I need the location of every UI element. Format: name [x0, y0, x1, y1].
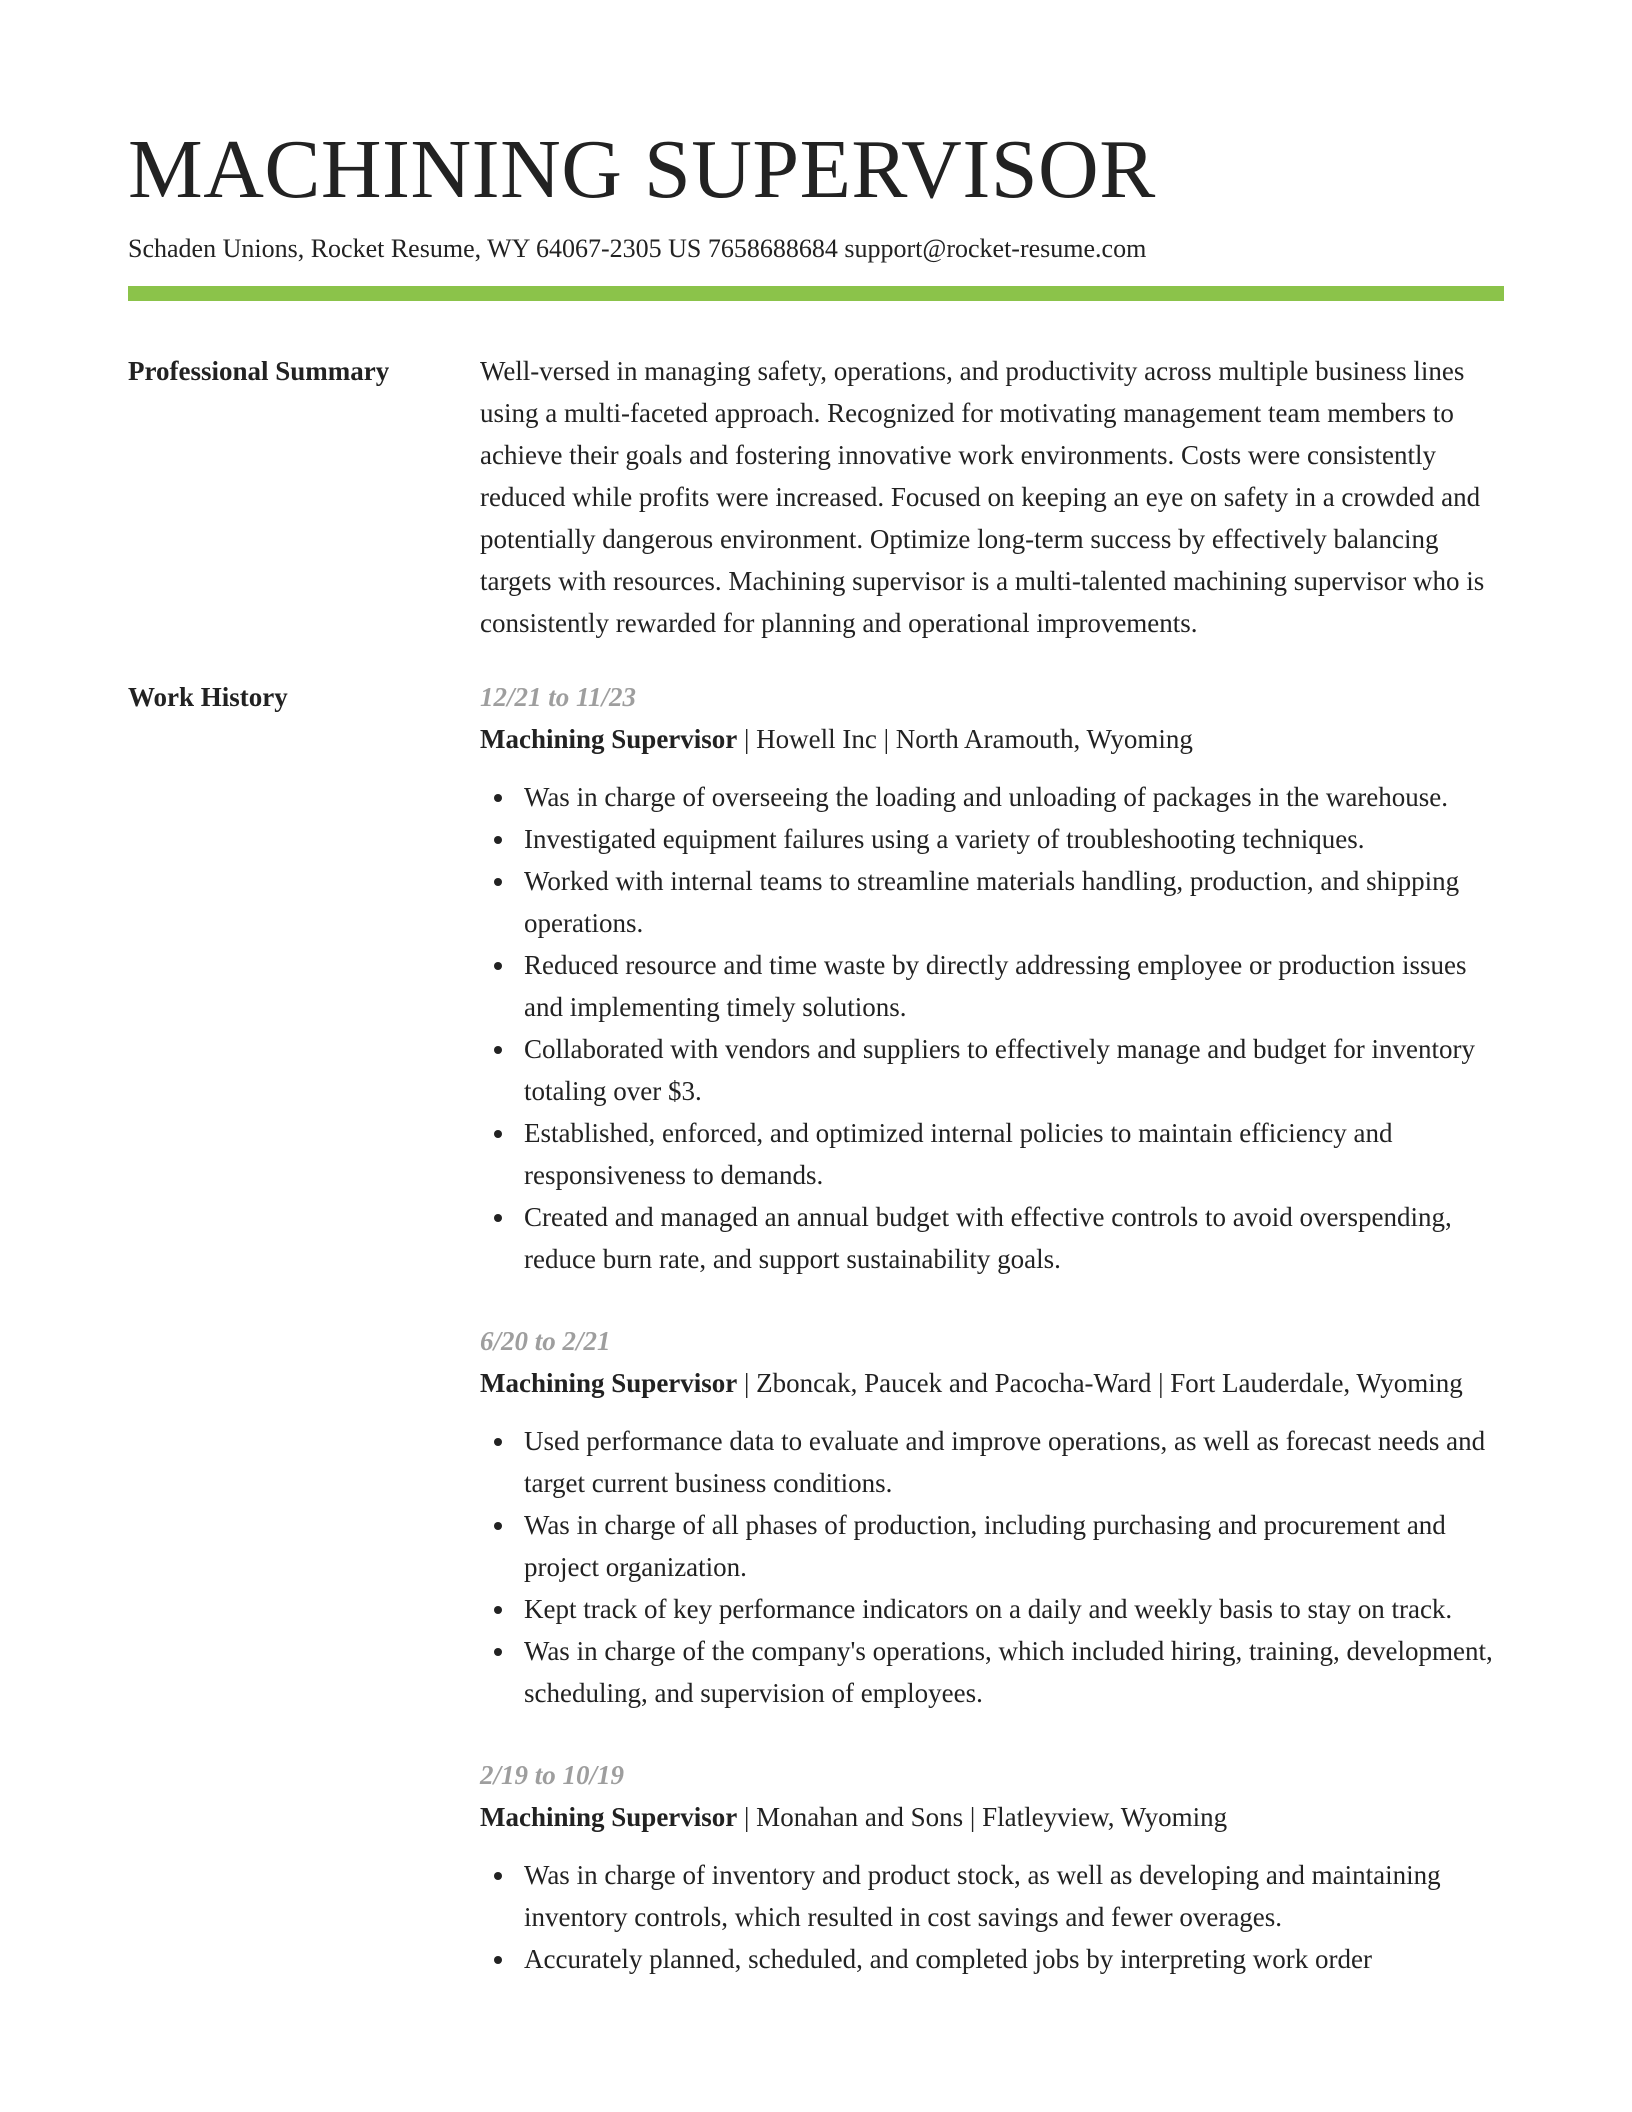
job-dates: 2/19 to 10/19 — [480, 1760, 625, 1790]
job-title: Machining Supervisor — [480, 1368, 738, 1398]
header-divider — [128, 286, 1504, 301]
job-bullet: Created and managed an annual budget with effective controls to avoid overspending, reduce burn rate, and support sustainability goals. — [480, 1196, 1504, 1280]
job-bullet: Accurately planned, scheduled, and completed jobs by interpreting work order — [480, 1938, 1504, 1980]
candidate-name: MACHINING SUPERVISOR — [128, 123, 1156, 216]
job-bullet: Kept track of key performance indicators on a daily and weekly basis to stay on track. — [480, 1588, 1504, 1630]
job-entry — [480, 1754, 1504, 1980]
work-history-section — [128, 676, 1504, 2020]
job-bullets — [480, 1420, 1504, 1714]
job-bullet: Was in charge of inventory and product stock, as well as developing and maintaining inventory controls, which resulted in cost savings and fewer overages. — [480, 1854, 1504, 1938]
job-bullet: Established, enforced, and optimized internal policies to maintain efficiency and responsiveness to demands. — [480, 1112, 1504, 1196]
job-bullet: Investigated equipment failures using a variety of troubleshooting techniques. — [480, 818, 1504, 860]
job-bullet: Was in charge of overseeing the loading and unloading of packages in the warehouse. — [480, 776, 1504, 818]
summary-text: Well-versed in managing safety, operations, and productivity across multiple business lines using a multi-faceted approach. Recognized for motivating management team members to achieve their goals and fostering innovative work environments. Costs were consistently reduced while profits were increased. Focused on keeping an eye on safety in a crowded and potentially dangerous environment. Optimize long-term success by effectively balancing targets with resources. Machining supervisor is a multi-talented machining supervisor who is consistently rewarded for planning and operational improvements. — [480, 356, 1485, 638]
job-bullet: Collaborated with vendors and suppliers to effectively manage and budget for inventory totaling over $3. — [480, 1028, 1504, 1112]
job-bullet: Worked with internal teams to streamline materials handling, production, and shipping operations. — [480, 860, 1504, 944]
job-bullets — [480, 1854, 1504, 1980]
job-company-location: | Howell Inc | North Aramouth, Wyoming — [737, 724, 1193, 754]
job-title: Machining Supervisor — [480, 724, 738, 754]
job-heading — [480, 1796, 1504, 1838]
professional-summary-section — [128, 350, 1504, 644]
job-bullets — [480, 776, 1504, 1280]
job-heading — [480, 1362, 1504, 1404]
job-bullet: Reduced resource and time waste by directly addressing employee or production issues and implementing timely solutions. — [480, 944, 1504, 1028]
job-heading — [480, 718, 1504, 760]
job-bullet: Was in charge of all phases of production, including purchasing and procurement and project organization. — [480, 1504, 1504, 1588]
contact-line: Schaden Unions, Rocket Resume, WY 64067-2305 US 7658688684 support@rocket-resume.com — [128, 234, 1147, 263]
job-dates: 12/21 to 11/23 — [480, 682, 637, 712]
job-bullet: Used performance data to evaluate and improve operations, as well as forecast needs and target current business conditions. — [480, 1420, 1504, 1504]
job-entry — [480, 676, 1504, 1280]
job-dates: 6/20 to 2/21 — [480, 1326, 611, 1356]
job-title: Machining Supervisor — [480, 1802, 738, 1832]
jobs-list — [480, 676, 1504, 2020]
section-title-work-history: Work History — [128, 682, 288, 712]
job-company-location: | Zboncak, Paucek and Pacocha-Ward | Fort Lauderdale, Wyoming — [737, 1368, 1463, 1398]
job-bullet: Was in charge of the company's operations, which included hiring, training, development, scheduling, and supervision of employees. — [480, 1630, 1504, 1714]
resume-content — [128, 350, 1504, 2020]
section-title-summary: Professional Summary — [128, 356, 390, 386]
job-company-location: | Monahan and Sons | Flatleyview, Wyoming — [737, 1802, 1228, 1832]
job-entry — [480, 1320, 1504, 1714]
